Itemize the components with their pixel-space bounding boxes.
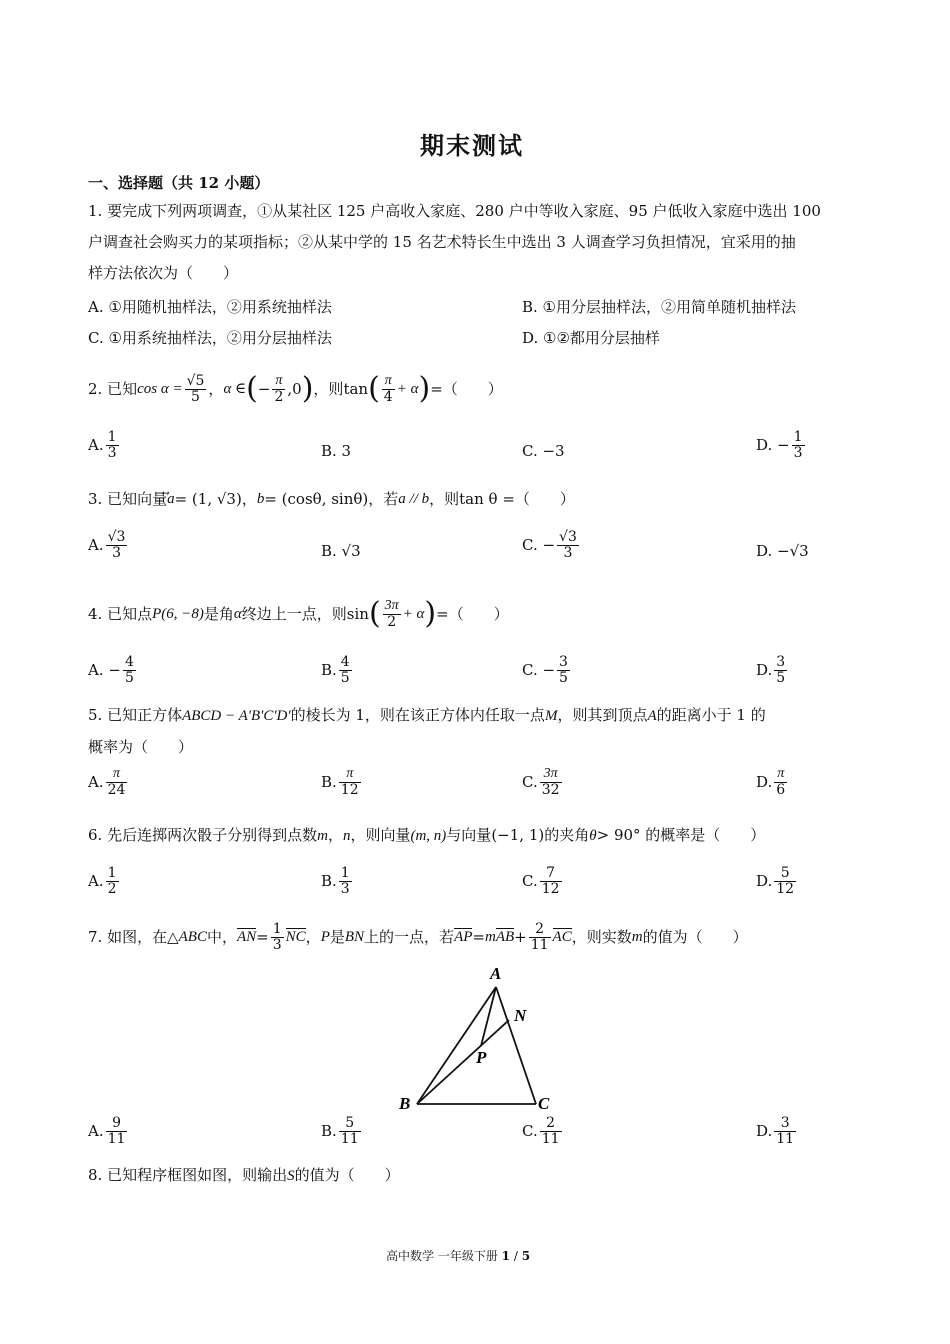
q1-line1: 1. 要完成下列两项调查，①从某社区 125 户高收入家庭、280 户中等收入家庭、95 户低收入家庭中选出 100 [88,202,821,220]
q4-option-d: D. $\frac{3}{5}$ [756,654,786,686]
q1-line3: 样方法依次为（ ） [88,264,239,282]
q3-option-d: D. −√3 [756,542,809,560]
question-6-stem: 6. 先后连掷两次骰子分别得到点数m，n，则向量(m, n)与向量(−1, 1)的夹角θ> 90° 的概率是（ ） [88,826,766,844]
segment-ap [481,987,496,1046]
page-title: 期末测试 [420,131,524,160]
q3-option-b: B. √3 [321,542,361,560]
q5-option-b: B. $\frac{\pi}{12}$ [321,766,359,798]
cos-fraction: $\frac{√5}{5}$ [186,372,205,405]
q5-option-a: A. $\frac{\pi}{24}$ [88,766,126,798]
q3-option-a: A. $\frac{√3}{3}$ [88,529,126,561]
label-b: B [399,1094,411,1113]
q2-option-c: C. −3 [522,442,565,460]
side-ac [496,987,536,1104]
question-3-stem: 3. 已知向量 a = (1, √3) ， b = (cosθ, sinθ) ，若 a // b ，则 tan θ =（ ） [88,490,575,508]
segment-bn [417,1020,509,1104]
label-p: P [476,1048,487,1067]
q7-option-c: C. $\frac{2}{11}$ [522,1115,560,1147]
question-4-stem: 4. 已知点 P(6, −8) 是角 α 终边上一点，则 sin ( $\frac{3\pi}{2}$ + α ) =（ ） [88,596,509,631]
question-2-stem: 2. 已知 cos α = $\frac{√5}{5}$ ， α ∈ ( − $\frac{\pi}{2}$ ,0 ) ，则 tan ( $\frac{\pi}{4}$ + α ) =（ ） [88,371,503,406]
question-5-line1: 5. 已知正方体ABCD − A'B'C'D'的棱长为 1，则在该正方体内任取一点M，则其到顶点A的距离小于 1 的 [88,706,766,724]
q4-option-c: C. − $\frac{3}{5}$ [522,654,568,686]
section-heading: 一、选择题（共 12 小题） [88,174,270,192]
triangle-figure [390,960,560,1115]
q2-option-d: D. − $\frac{1}{3}$ [756,429,803,461]
q4-option-a: A. − $\frac{4}{5}$ [88,654,134,686]
q2-option-a: A. $\frac{1}{3}$ [88,429,117,461]
q1-option-a: A. ①用随机抽样法，②用系统抽样法 [88,298,332,316]
q6-option-c: C. $\frac{7}{12}$ [522,865,560,897]
label-c: C [538,1094,550,1113]
q6-option-d: D. $\frac{5}{12}$ [756,865,795,897]
q5-option-c: C. $\frac{3\pi}{32}$ [522,766,560,798]
q7-option-d: D. $\frac{3}{11}$ [756,1115,795,1147]
q1-line2: 户调查社会购买力的某项指标；②从某中学的 15 名艺术特长生中选出 3 人调查学习负担情况，宜采用的抽 [88,233,796,251]
question-7-stem: 7. 如图，在△ ABC 中， AN = $\frac{1}{3}$ NC ， P 是 BN 上的一点，若 AP = m AB + $\frac{2}{11}$ AC ，则实数 m 的值为（ ） [88,920,748,953]
q6-option-b: B. $\frac{1}{3}$ [321,865,350,897]
q7-option-b: B. $\frac{5}{11}$ [321,1115,359,1147]
question-5-line2: 概率为（ ） [88,738,194,756]
question-8-stem: 8. 已知程序框图如图，则输出S的值为（ ） [88,1166,400,1184]
q7-option-a: A. $\frac{9}{11}$ [88,1115,126,1147]
q1-option-c: C. ①用系统抽样法，②用分层抽样法 [88,329,332,347]
q2-option-b: B. 3 [321,442,352,460]
q5-option-d: D. $\frac{\pi}{6}$ [756,766,786,798]
q6-option-a: A. $\frac{1}{2}$ [88,865,117,897]
label-a: A [490,964,502,983]
q4-option-b: B. $\frac{4}{5}$ [321,654,350,686]
q1-option-d: D. ①②都用分层抽样 [522,329,660,347]
q3-option-c: C. − $\frac{√3}{3}$ [522,529,577,561]
page-footer: 高中数学 一年级下册 1 / 5 [386,1249,531,1263]
side-ab [417,987,496,1104]
q1-option-b: B. ①用分层抽样法，②用简单随机抽样法 [522,298,797,316]
label-n: N [514,1006,527,1025]
